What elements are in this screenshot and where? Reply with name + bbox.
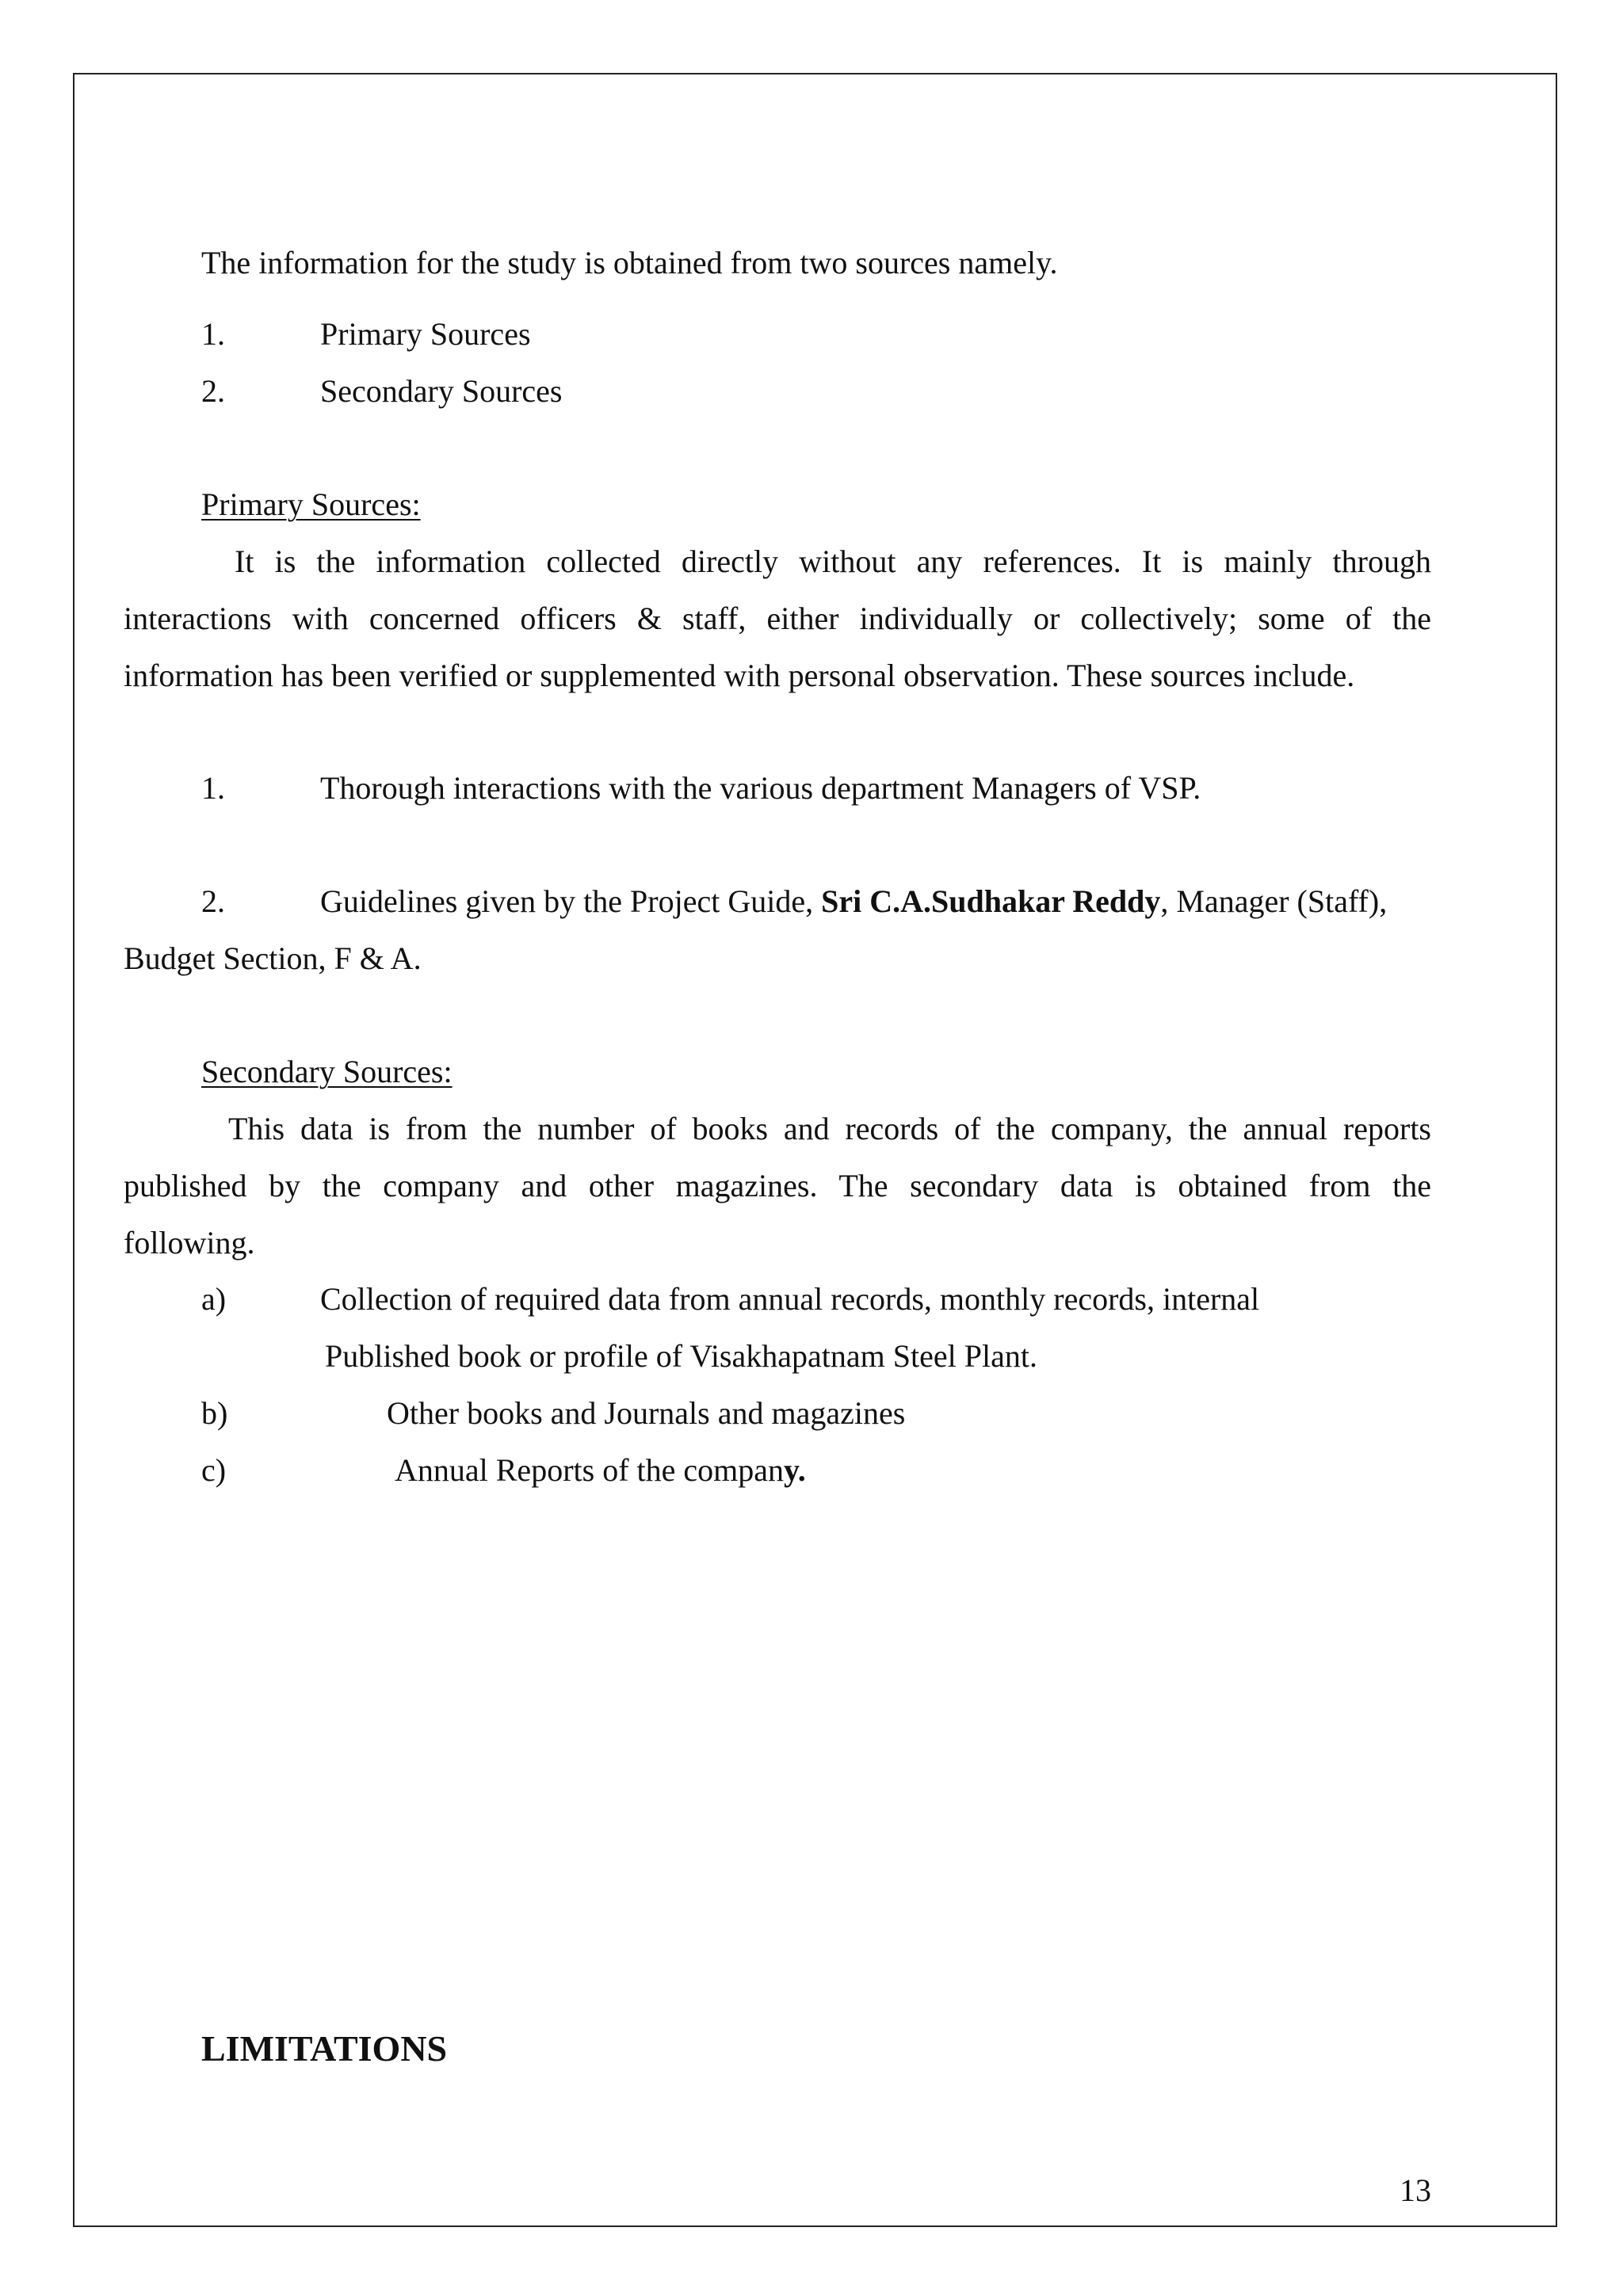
primary-item-number-1: 1. xyxy=(201,770,225,806)
secondary-item-label-a: a) xyxy=(201,1281,227,1317)
source-list-item-primary: Primary Sources xyxy=(320,316,531,352)
primary-item-2-continuation: Budget Section, F & A. xyxy=(124,940,422,976)
primary-para-line-3: information has been verified or supplemented with personal observation. These sources include. xyxy=(124,658,1355,693)
secondary-sources-heading: Secondary Sources: xyxy=(201,1054,453,1089)
primary-para-line-1: It is the information collected directly without any references. It is mainly through xyxy=(235,543,1431,579)
secondary-para-line-3: following. xyxy=(124,1225,255,1261)
page-border xyxy=(73,73,1557,2227)
intro-text: The information for the study is obtained from two sources namely. xyxy=(201,245,1058,280)
secondary-para-line-1: This data is from the number of books and records of the company, the annual reports xyxy=(228,1111,1431,1146)
secondary-item-c-text-main: Annual Reports of the compan xyxy=(395,1452,784,1488)
primary-item-number-2: 2. xyxy=(201,883,225,919)
secondary-item-a-text: Collection of required data from annual records, monthly records, internal xyxy=(320,1281,1260,1317)
page-number: 13 xyxy=(1400,2172,1431,2208)
primary-item-2-text xyxy=(320,883,1388,919)
source-list-number-2: 2. xyxy=(201,373,225,409)
limitations-heading: LIMITATIONS xyxy=(201,2028,448,2069)
secondary-item-b-text: Other books and Journals and magazines xyxy=(387,1395,906,1431)
secondary-para-line-2: published by the company and other magazines. The secondary data is obtained from the xyxy=(124,1168,1431,1203)
secondary-item-c-text-bold: y. xyxy=(784,1452,806,1488)
secondary-item-label-b: b) xyxy=(201,1395,228,1431)
secondary-item-a-continuation: Published book or profile of Visakhapatnam Steel Plant. xyxy=(325,1338,1037,1374)
primary-sources-heading: Primary Sources: xyxy=(201,486,421,522)
source-list-number-1: 1. xyxy=(201,316,225,352)
primary-item-1-text: Thorough interactions with the various department Managers of VSP. xyxy=(320,770,1201,806)
source-list-item-secondary: Secondary Sources xyxy=(320,373,563,409)
primary-item-2-text-after: , Manager (Staff), xyxy=(1160,883,1388,919)
project-guide-name: Sri C.A.Sudhakar Reddy xyxy=(821,883,1161,919)
secondary-item-c-text xyxy=(395,1452,806,1488)
primary-para-line-2: interactions with concerned officers & staff, either individually or collectively; some of the xyxy=(124,601,1431,636)
secondary-item-label-c: c) xyxy=(201,1452,227,1488)
primary-item-2-text-before: Guidelines given by the Project Guide, xyxy=(320,883,822,919)
